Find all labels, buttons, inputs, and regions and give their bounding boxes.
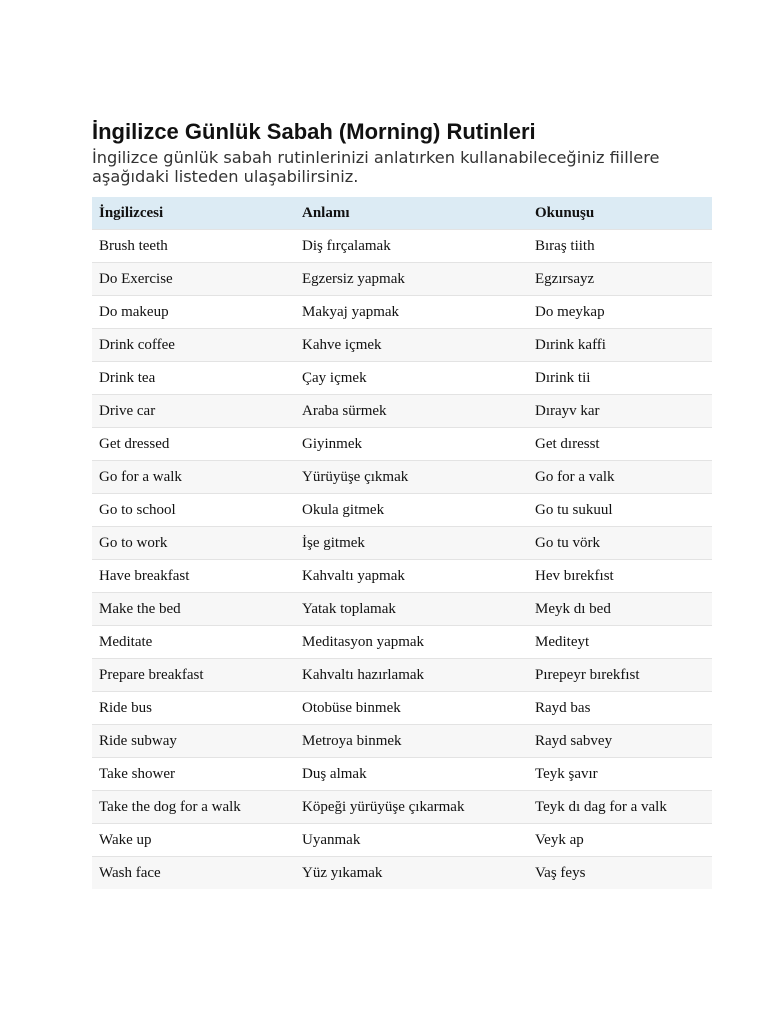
cell-pronunciation: Go tu vörk (535, 534, 600, 551)
table-row (92, 263, 712, 296)
cell-english: Drink coffee (99, 336, 175, 353)
column-header-meaning: Anlamı (302, 204, 350, 221)
table-row (92, 593, 712, 626)
cell-pronunciation: Teyk dı dag for a valk (535, 798, 667, 815)
table-header-row (92, 197, 712, 230)
cell-meaning: Kahvaltı yapmak (302, 567, 405, 584)
cell-meaning: İşe gitmek (302, 534, 365, 551)
cell-meaning: Giyinmek (302, 435, 362, 452)
cell-pronunciation: Dırayv kar (535, 402, 600, 419)
cell-pronunciation: Meyk dı bed (535, 600, 611, 617)
cell-english: Go to school (99, 501, 176, 518)
cell-english: Go to work (99, 534, 168, 551)
table-row (92, 560, 712, 593)
cell-english: Drive car (99, 402, 156, 419)
table-row (92, 428, 712, 461)
cell-english: Have breakfast (99, 567, 190, 584)
cell-english: Do makeup (99, 303, 169, 320)
document-page (92, 118, 712, 889)
cell-pronunciation: Pırepeyr bırekfıst (535, 666, 640, 683)
cell-pronunciation: Do meykap (535, 303, 605, 320)
cell-meaning: Kahvaltı hazırlamak (302, 666, 425, 683)
cell-english: Wash face (99, 864, 161, 881)
cell-english: Meditate (99, 633, 153, 650)
cell-pronunciation: Go tu sukuul (535, 501, 613, 518)
cell-meaning: Makyaj yapmak (302, 303, 400, 320)
cell-english: Get dressed (99, 435, 170, 452)
table-row (92, 692, 712, 725)
routines-table (92, 197, 712, 889)
cell-pronunciation: Teyk şavır (535, 765, 598, 782)
cell-meaning: Yüz yıkamak (302, 864, 383, 881)
cell-meaning: Meditasyon yapmak (302, 633, 425, 650)
cell-english: Prepare breakfast (99, 666, 204, 683)
table-row (92, 494, 712, 527)
cell-english: Ride bus (99, 699, 152, 716)
cell-english: Do Exercise (99, 270, 173, 287)
cell-meaning: Diş fırçalamak (302, 237, 391, 254)
table-row (92, 329, 712, 362)
page-subtitle: İngilizce günlük sabah rutinlerinizi anlatırken kullanabileceğiniz fiillere aşağıdaki listeden ulaşabilirsiniz. (92, 148, 660, 186)
cell-english: Brush teeth (99, 237, 168, 254)
table-row (92, 527, 712, 560)
cell-meaning: Otobüse binmek (302, 699, 401, 716)
table-row (92, 395, 712, 428)
table-row (92, 461, 712, 494)
table-row (92, 791, 712, 824)
table-body (92, 230, 712, 890)
cell-pronunciation: Go for a valk (535, 468, 615, 485)
cell-english: Take shower (99, 765, 176, 782)
cell-meaning: Uyanmak (302, 831, 361, 848)
cell-meaning: Egzersiz yapmak (302, 270, 405, 287)
cell-meaning: Kahve içmek (302, 336, 382, 353)
table-row (92, 362, 712, 395)
cell-pronunciation: Vaş feys (535, 864, 586, 881)
cell-pronunciation: Bıraş tiith (535, 237, 595, 254)
cell-meaning: Duş almak (302, 765, 367, 782)
cell-english: Ride subway (99, 732, 177, 749)
table-row (92, 659, 712, 692)
cell-meaning: Yatak toplamak (302, 600, 396, 617)
cell-english: Go for a walk (99, 468, 182, 485)
page-title: İngilizce Günlük Sabah (Morning) Rutinleri (92, 119, 536, 144)
table-row (92, 626, 712, 659)
table-row (92, 230, 712, 263)
table-row (92, 824, 712, 857)
cell-english: Drink tea (99, 369, 156, 386)
table-row (92, 725, 712, 758)
cell-meaning: Araba sürmek (302, 402, 387, 419)
cell-pronunciation: Get dıresst (535, 435, 600, 452)
table-row (92, 758, 712, 791)
cell-pronunciation: Egzırsayz (535, 270, 595, 287)
cell-meaning: Okula gitmek (302, 501, 385, 518)
table-row (92, 857, 712, 890)
cell-meaning: Çay içmek (302, 369, 367, 386)
cell-english: Make the bed (99, 600, 181, 617)
cell-pronunciation: Hev bırekfıst (535, 567, 614, 584)
cell-meaning: Yürüyüşe çıkmak (302, 468, 409, 485)
column-header-english: İngilizcesi (99, 204, 164, 221)
cell-pronunciation: Mediteyt (535, 633, 590, 650)
cell-pronunciation: Rayd sabvey (535, 732, 613, 749)
cell-pronunciation: Dırink kaffi (535, 336, 606, 353)
cell-pronunciation: Rayd bas (535, 699, 591, 716)
cell-pronunciation: Dırink tii (535, 369, 591, 386)
cell-pronunciation: Veyk ap (535, 831, 584, 848)
cell-meaning: Metroya binmek (302, 732, 402, 749)
cell-english: Take the dog for a walk (99, 798, 241, 815)
cell-meaning: Köpeği yürüyüşe çıkarmak (302, 798, 465, 815)
column-header-pronunciation: Okunuşu (535, 204, 595, 221)
cell-english: Wake up (99, 831, 152, 848)
table-row (92, 296, 712, 329)
